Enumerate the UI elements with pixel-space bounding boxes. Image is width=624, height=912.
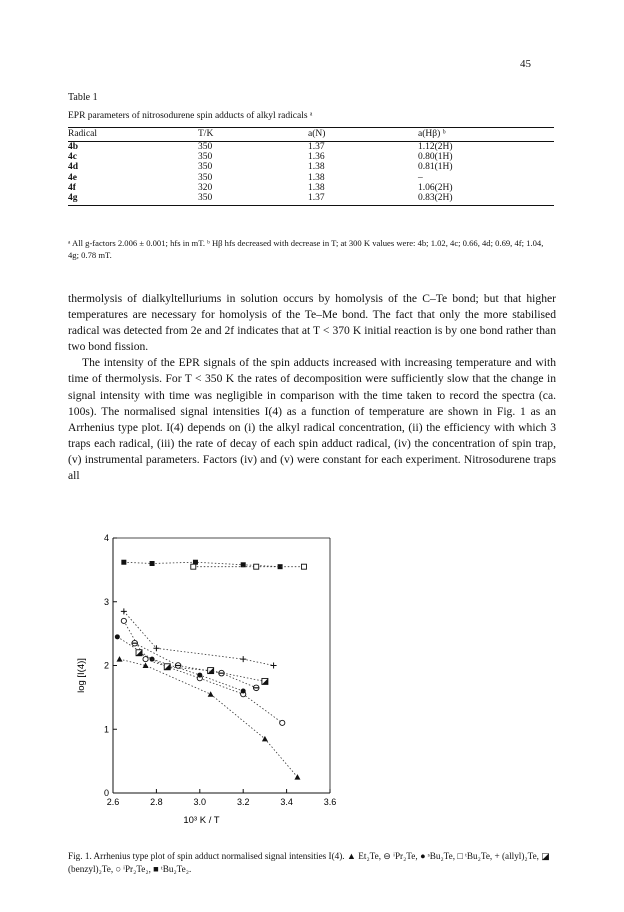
- table-row: [68, 162, 554, 172]
- cell-a-n: 1.37: [308, 142, 325, 152]
- data-point-plus: [271, 663, 277, 669]
- series-line: [135, 643, 257, 688]
- data-point-filled-circle: [241, 689, 246, 694]
- table-row: [68, 183, 554, 193]
- cell-a-h: 0.83(2H): [418, 193, 554, 206]
- data-point-filled-triangle: [294, 774, 300, 780]
- cell-radical: 4b: [68, 142, 79, 152]
- x-tick-label: 3.0: [193, 797, 207, 807]
- cell-radical: 4c: [68, 152, 77, 163]
- cell-a-h: 1.12(2H): [418, 142, 453, 152]
- header-temperature: T/K: [198, 128, 308, 142]
- y-tick-label: 2: [103, 660, 109, 671]
- x-tick-label: 3.4: [280, 797, 293, 807]
- cell-temperature: 350: [198, 142, 213, 152]
- table-label: Table 1: [68, 92, 98, 103]
- cell-a-n: 1.38: [308, 182, 325, 193]
- header-a-h-beta: a(Hβ) ᵇ: [418, 128, 554, 142]
- epr-table: [68, 127, 554, 206]
- data-point-open-circle: [280, 720, 285, 725]
- series-line: [120, 659, 298, 777]
- cell-temperature: 350: [198, 193, 308, 206]
- x-tick-label: 2.8: [150, 797, 163, 807]
- y-tick-label: 1: [103, 724, 109, 735]
- x-tick-label: 2.6: [106, 797, 120, 807]
- table-row: [68, 142, 554, 153]
- table-row: [68, 152, 554, 162]
- cell-a-h: 0.80(1H): [418, 152, 453, 163]
- data-point-open-square: [254, 564, 259, 569]
- plot-marks: [115, 560, 307, 780]
- data-point-filled-triangle: [208, 691, 214, 697]
- table-caption: EPR parameters of nitrosodurene spin adducts of alkyl radicals ᵃ: [68, 111, 313, 121]
- data-point-filled-square: [121, 560, 126, 565]
- cell-a-h: 0.81(1H): [418, 162, 453, 173]
- data-point-open-square: [301, 564, 306, 569]
- data-point-filled-circle: [115, 634, 120, 639]
- header-radical: Radical: [68, 128, 198, 142]
- page-number: 45: [520, 58, 531, 70]
- paragraph: The intensity of the EPR signals of the spin adducts increased with increasing temperature and with time of thermolysis. For T < 350 K the rates of decomposition were sufficiently slow that the change in signal intensity with time was negligible in comparison with the time taken to record the spectra (ca. 100s). The normalised signal intensities I(4) as a function of temperature are shown in Fig. 1 as an Arrhenius type plot. I(4) depends on (i) the alkyl radical concentration, (ii) the efficiency with which 3 traps each radical, (iii) the rate of decay of each spin adduct radical, (iv) the concentration of spin trap, (v) instrumental parameters. Factors (iv) and (v) were constant for each experiment. Nitrosodurene traps all: [68, 356, 556, 483]
- cell-radical: 4f: [68, 182, 76, 193]
- data-point-plus: [240, 656, 246, 662]
- cell-temperature: 350: [198, 172, 213, 183]
- x-axis-label: 10³ K / T: [183, 815, 220, 826]
- x-tick-label: 3.2: [236, 797, 250, 807]
- cell-temperature: 320: [198, 182, 213, 193]
- y-tick-label: 0: [103, 788, 109, 798]
- table-row: [68, 173, 554, 183]
- cell-radical: 4e: [68, 172, 77, 183]
- x-tick-label: 3.6: [323, 797, 337, 807]
- cell-a-h: –: [418, 172, 423, 183]
- data-point-plus: [121, 608, 127, 614]
- plot-axes: [76, 533, 336, 826]
- cell-a-n: 1.38: [308, 172, 325, 183]
- cell-radical: 4d: [68, 162, 79, 173]
- header-a-n: a(N): [308, 128, 418, 142]
- cell-temperature: 350: [198, 162, 213, 173]
- series-line: [124, 621, 282, 723]
- cell-a-n: 1.38: [308, 162, 325, 173]
- cell-radical: 4g: [68, 193, 198, 206]
- cell-a-n: 1.37: [308, 193, 418, 206]
- body-text: [68, 291, 556, 484]
- y-tick-label: 3: [103, 596, 109, 607]
- table-row: [68, 193, 554, 206]
- y-axis-label: log [I(4)]: [76, 658, 87, 693]
- cell-a-h: 1.06(2H): [418, 182, 453, 193]
- data-point-filled-triangle: [117, 656, 123, 662]
- table-footnote: ᵃ All g-factors 2.006 ± 0.001; hfs in mT. ᵇ Hβ hfs decreased with decrease in T; at 300 K values were: 4b; 1.02, 4c; 0.66, 4d; 0.69, 4f; 1.04, 4g; 0.78 mT.: [68, 238, 544, 260]
- data-point-open-circle: [143, 657, 148, 662]
- paragraph: thermolysis of dialkyltelluriums in solution occurs by homolysis of the C–Te bond; but that higher temperatures are necessary for homolysis of the Te–Me bond. The fact that only the more stabilised radical was detected from 2e and 2f indicates that at T < 370 K initial reaction is by one bond rather than two bond fission.: [68, 292, 556, 354]
- table-header-row: [68, 128, 554, 142]
- cell-a-n: 1.36: [308, 152, 325, 163]
- arrhenius-plot: [68, 530, 358, 840]
- figure-caption: Fig. 1. Arrhenius type plot of spin adduct normalised signal intensities I(4). ▲ Et₂Te, ⊖ ⁱPr₂Te, ● ˢBu₂Te, □ ᵗBu₂Te, + (allyl)₂Te, ◪ (benzyl)₂Te, ○ ⁱPr₂Te₂, ■ ᵗBu₂Te₂.: [68, 851, 550, 874]
- data-point-filled-square: [150, 561, 155, 566]
- y-tick-label: 4: [103, 533, 109, 543]
- data-point-open-circle: [121, 618, 126, 623]
- data-point-filled-circle: [197, 673, 202, 678]
- data-point-open-square: [191, 564, 196, 569]
- cell-temperature: 350: [198, 152, 213, 163]
